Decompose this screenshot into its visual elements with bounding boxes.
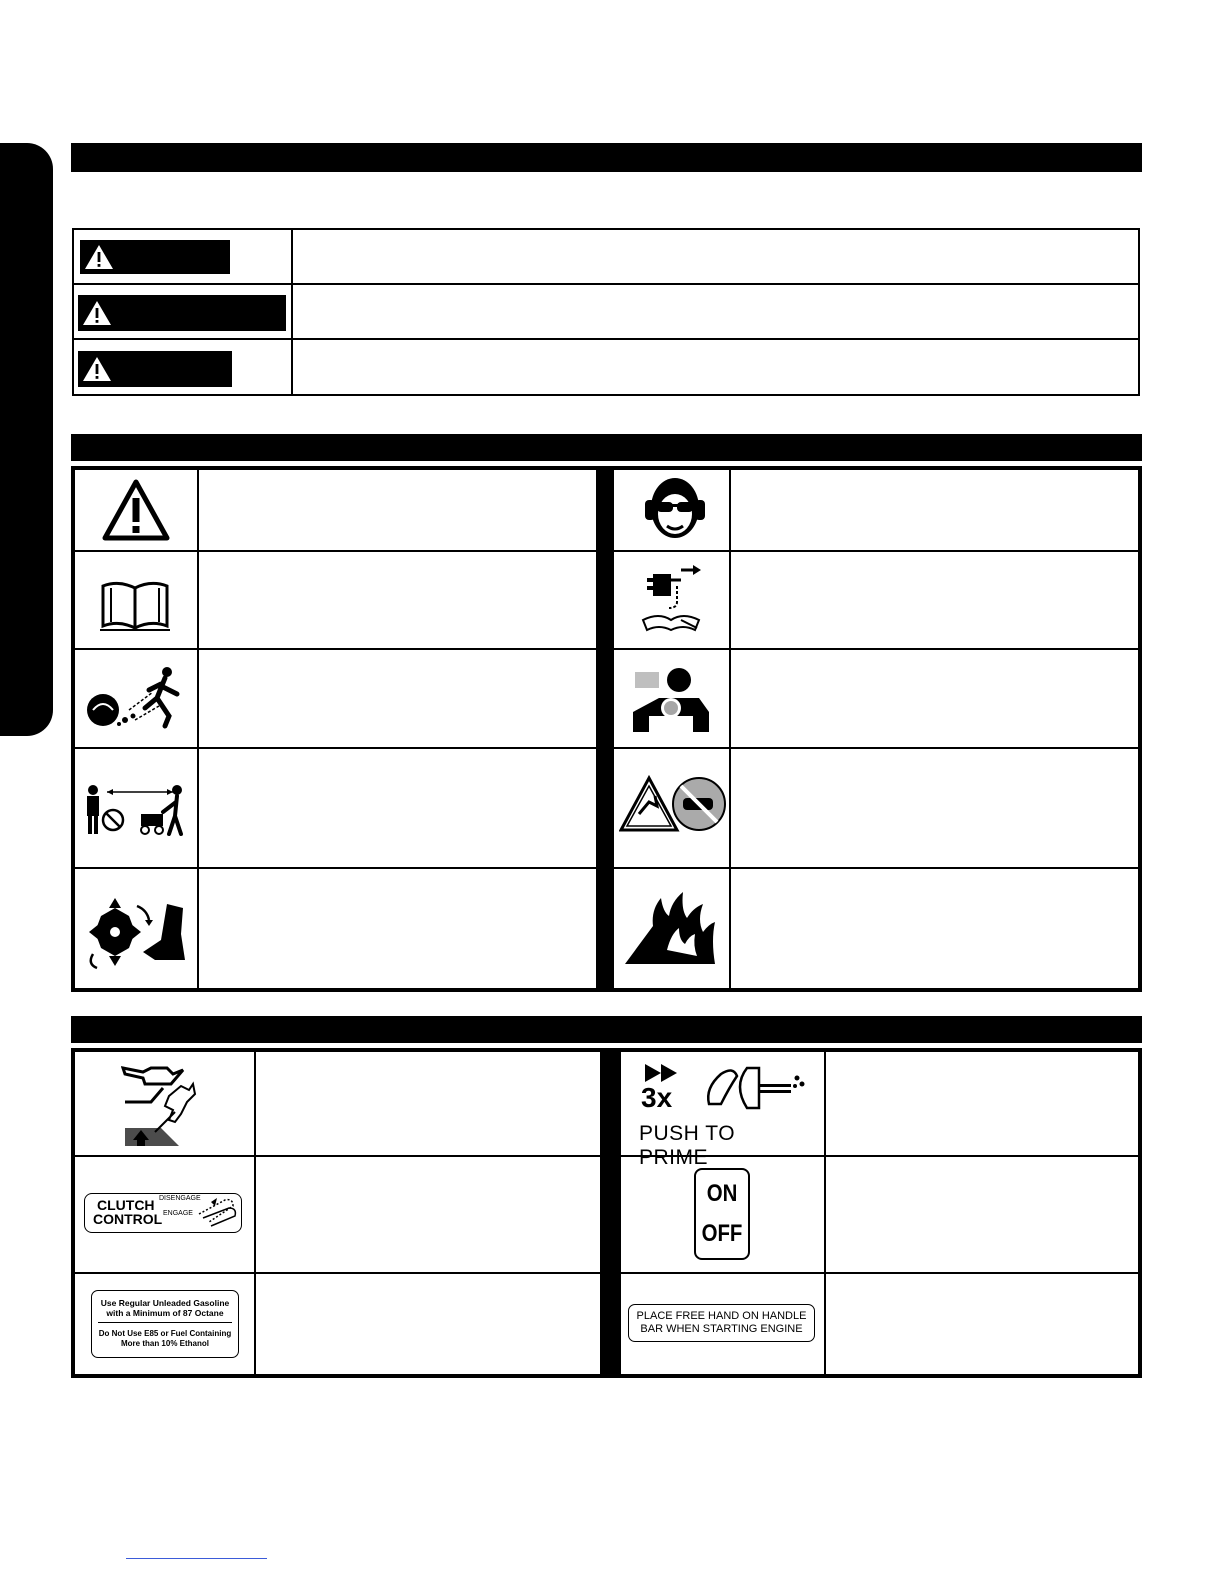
footer-link-underline — [126, 1558, 267, 1559]
eye-ear-protection-icon — [641, 474, 709, 544]
caution-label — [78, 351, 232, 387]
fast-forward-icon — [645, 1064, 679, 1082]
icon-divider — [197, 466, 199, 992]
row-divider — [71, 1272, 1142, 1274]
clutch-lever-icon — [195, 1196, 239, 1230]
clutch-line2: CONTROL — [93, 1211, 163, 1227]
row-divider — [71, 867, 1142, 869]
icon-divider — [824, 1048, 826, 1378]
spark-plug-disconnect-manual-icon — [637, 562, 707, 636]
icon-divider — [729, 466, 731, 992]
hot-surface-no-touch-icon — [619, 774, 727, 834]
on-off-switch-decal — [694, 1168, 750, 1260]
clutch-engage: ENGAGE — [163, 1210, 193, 1217]
fuel-line2: with a Minimum of 87 Octane — [106, 1308, 224, 1318]
handle-line1: PLACE FREE HAND ON HANDLE — [636, 1310, 807, 1322]
prime-count: 3x — [641, 1082, 673, 1113]
clutch-control-decal — [84, 1193, 242, 1233]
fire-flames-icon — [623, 890, 717, 966]
warning-triangle-icon — [84, 244, 114, 270]
fuel-line4: More than 10% Ethanol — [120, 1339, 209, 1348]
warning-triangle-icon — [82, 356, 112, 382]
toxic-fumes-icon — [631, 662, 711, 734]
push-to-prime-decal — [639, 1062, 809, 1169]
row-divider — [71, 747, 1142, 749]
column-gap — [600, 1048, 620, 1378]
signal-row — [74, 285, 1138, 340]
fuel-decal — [91, 1290, 239, 1358]
icon-divider — [254, 1048, 256, 1378]
rotating-blade-foot-icon — [85, 894, 187, 970]
row-divider — [71, 1155, 1142, 1157]
section-bar-signal-words — [71, 143, 1142, 172]
clutch-line1: CLUTCH — [97, 1197, 155, 1213]
section-bar-symbols — [71, 434, 1142, 461]
switch-off-label: OFF — [701, 1220, 743, 1247]
handle-line2: BAR WHEN STARTING ENGINE — [640, 1323, 803, 1335]
decals-table — [71, 1048, 1142, 1378]
operators-manual-icon — [99, 576, 171, 632]
signal-row — [74, 230, 1138, 285]
column-gap — [596, 466, 614, 992]
section-bar-decals — [71, 1016, 1142, 1043]
symbols-table — [71, 466, 1142, 992]
row-divider — [71, 550, 1142, 552]
thrown-objects-icon — [85, 664, 187, 730]
danger-label — [80, 240, 230, 274]
warning-triangle-icon — [82, 300, 112, 326]
safety-alert-icon — [101, 478, 171, 542]
prime-label: PUSH TO PRIME — [639, 1122, 736, 1169]
keep-bystanders-away-icon — [83, 784, 187, 836]
fuel-line1: Use Regular Unleaded Gasoline — [100, 1298, 230, 1308]
switch-on-label: ON — [706, 1180, 738, 1207]
warning-label — [78, 295, 286, 331]
primer-bulb-icon — [703, 1064, 807, 1112]
row-divider — [71, 648, 1142, 650]
oil-fill-icon — [121, 1062, 199, 1148]
fuel-line3: Do Not Use E85 or Fuel Containing — [98, 1329, 232, 1338]
signal-word-table — [72, 228, 1140, 396]
handle-bar-decal — [628, 1304, 815, 1342]
clutch-disengage: DISENGAGE — [159, 1195, 201, 1202]
signal-row — [74, 340, 1138, 396]
table-divider — [291, 230, 293, 394]
side-tab — [0, 143, 53, 736]
fuel-divider — [98, 1322, 232, 1323]
